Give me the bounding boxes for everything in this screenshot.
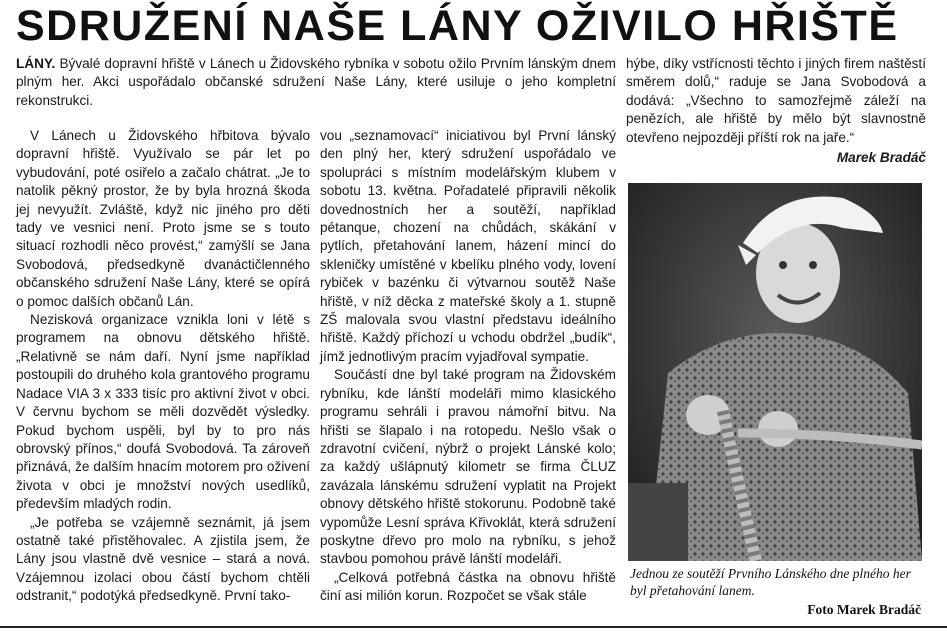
photo-girl-tug-of-war: [628, 183, 922, 561]
lead-paragraph: [16, 55, 616, 110]
column-1: [16, 127, 310, 606]
headline: SDRUŽENÍ NAŠE LÁNY OŽIVILO HŘIŠTĚ: [16, 2, 899, 50]
author-byline: Marek Bradáč: [836, 150, 926, 166]
photo-credit: Foto Marek Bradáč: [807, 602, 921, 617]
paragraph: Součástí dne byl také program na Židovském rybníku, kde lánští modeláři mimo klasického programu sehráli i pravou námořní bitvu. Na hřišti se šlapalo i na rotopedu. Nešlo však o zdravotní cvičení, nýbrž o projekt Lánské kolo; za každý ušlápnutý kilometr se firma ČLUZ zavázala lánskému sdružení vyplatit na Projekt obnovy dětského hřiště stokorunu. Podobně také vypomůže Lesní správa Křivoklát, která sdružení poskytne dřevo pro molo na rybníku, s jehož stavbou pomohou právě lánští modeláři.: [320, 367, 616, 567]
photo-illustration: [628, 183, 922, 561]
paragraph: „Je potřeba se vzájemně seznámit, já jsem ostatně také přistěhovalec. A zjistila jsem, že Lány jsou vlastně dvě vesnice – stará a nová. Vzájemnou izolaci obou částí bychom chtěli odstranit,“ podotýká předsedkyně. První tako-: [16, 514, 310, 604]
paragraph: Nezisková organizace vznikla loni v létě s programem na obnovu dětského hřiště. „Relativně se nám daří. Nyní jsme například postoupili do druhého kola grantového programu Nadace VIA 3 x 333 tisíc pro aktivní život v obci. V červnu bychom se měli dozvědět výsledky. Pokud bychom uspěli, byl by to pro nás obrovský přínos,“ doufá Svobodová. Ta zároveň přiznává, že dalším hnacím motorem pro oživení života v obci je množství nových usedlíků, především mladých rodin.: [16, 312, 310, 512]
paragraph: hýbe, díky vstřícnosti těchto i jiných firem naštěstí směrem dolů,“ raduje se Jana Svobodová a dodává: „Všechno to samozřejmě záleží na penězích, ale hřiště by mělo být slavnostně otevřeno nejpozději příští rok na jaře.“: [626, 56, 926, 145]
column-2: [320, 127, 616, 606]
paragraph: V Lánech u Židovského hřbitova bývalo dopravní hřiště. Využívalo se pár let po vybudování, poté osiřelo a začalo chátrat. „Je to natolik pěkný prostor, že by byla hrozná škoda jej nevyužít. Zvláště, když nic jiného pro děti tady ve vesnici není. Proto jsme se s touto situací rozhodli něco provést,“ zamýšlí se Jana Svobodová, předsedkyně dvanáctičlenného občanského sdružení Naše Lány, které se opírá o pomoc dalších občanů Lán.: [16, 128, 310, 309]
column-3: [626, 55, 926, 167]
dateline: LÁNY.: [16, 56, 56, 71]
photo-caption: Jednou ze soutěží Prvního Lánského dne plného her byl přetahování lanem.: [630, 566, 911, 598]
bottom-rule: [0, 626, 947, 643]
paragraph: „Celková potřebná částka na obnovu hřiště činí asi milión korun. Rozpočet se však stále: [320, 569, 616, 604]
lead-text: Bývalé dopravní hřiště v Lánech u Židovského rybníka v sobotu ožilo Prvním lánským dnem plným her. Akci uspořádalo občanské sdružení Naše Lány, které usiluje o jeho kompletní rekonstrukci.: [16, 56, 616, 108]
paragraph: vou „seznamovací“ iniciativou byl První lánský den plný her, který sdružení uspořádalo ve spolupráci s místním modelářským klubem v sobotu 13. května. Pořadatelé připravili několik dovednostních her a soutěží, například pétanque, chození na chůdách, skákání v pytlích, přetahování lanem, házení mincí do skleničky umístěné v kbelíku plného vody, lovení rybiček v bazénku či výtvarnou soutěž Naše hřiště, v níž děcka z mateřské školy a 1. stupně ZŠ malovala svou vlastní představu ideálního hřiště. Každý příchozí u vchodu obdržel „budík“, jímž jednotlivým pracím vyjadřoval sympatie.: [320, 128, 616, 364]
